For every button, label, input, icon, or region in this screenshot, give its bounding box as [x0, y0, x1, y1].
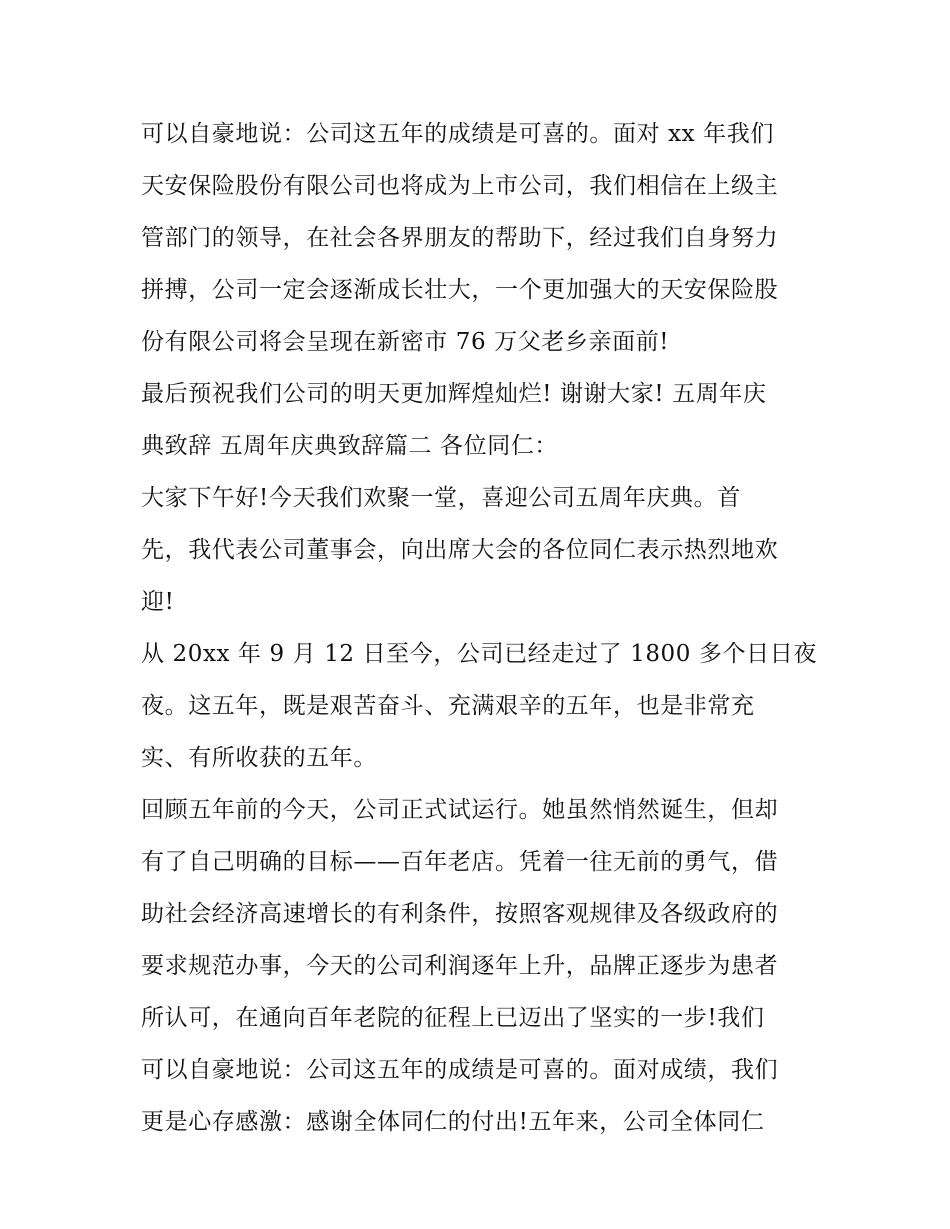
text-line: 先，我代表公司董事会，向出席大会的各位同仁表示热烈地欢 — [141, 537, 779, 563]
text-line: 所认可，在通向百年老院的征程上已迈出了坚实的一步!我们 — [141, 1005, 765, 1031]
text-line: 典致辞 五周年庆典致辞篇二 各位同仁： — [141, 433, 559, 459]
text-line: 最后预祝我们公司的明天更加辉煌灿烂! 谢谢大家! 五周年庆 — [141, 381, 767, 407]
text-line: 夜。这五年，既是艰苦奋斗、充满艰辛的五年，也是非常充 — [141, 693, 755, 719]
text-line: 助社会经济高速增长的有利条件，按照客观规律及各级政府的 — [141, 901, 779, 927]
text-line: 份有限公司将会呈现在新密市 76 万父老乡亲面前! — [141, 329, 670, 355]
text-line: 可以自豪地说：公司这五年的成绩是可喜的。面对 xx 年我们 — [141, 121, 774, 147]
text-line: 从 20xx 年 9 月 12 日至今，公司已经走过了 1800 多个日日夜 — [141, 641, 817, 667]
body-text — [141, 108, 821, 1148]
text-line: 迎! — [141, 589, 175, 615]
text-line: 管部门的领导，在社会各界朋友的帮助下，经过我们自身努力 — [141, 225, 779, 251]
text-line: 要求规范办事，今天的公司利润逐年上升，品牌正逐步为患者 — [141, 953, 779, 979]
text-line: 大家下午好!今天我们欢聚一堂，喜迎公司五周年庆典。首 — [141, 485, 741, 511]
text-line: 实、有所收获的五年。 — [141, 745, 377, 771]
text-line: 拼搏，公司一定会逐渐成长壮大，一个更加强大的天安保险股 — [141, 277, 779, 303]
text-line: 回顾五年前的今天，公司正式试运行。她虽然悄然诞生，但却 — [141, 797, 779, 823]
text-line: 天安保险股份有限公司也将成为上市公司，我们相信在上级主 — [141, 173, 779, 199]
text-line: 更是心存感激：感谢全体同仁的付出!五年来，公司全体同仁 — [141, 1109, 765, 1135]
text-line: 可以自豪地说：公司这五年的成绩是可喜的。面对成绩，我们 — [141, 1057, 779, 1083]
text-line: 有了自己明确的目标——百年老店。凭着一往无前的勇气，借 — [141, 849, 779, 875]
